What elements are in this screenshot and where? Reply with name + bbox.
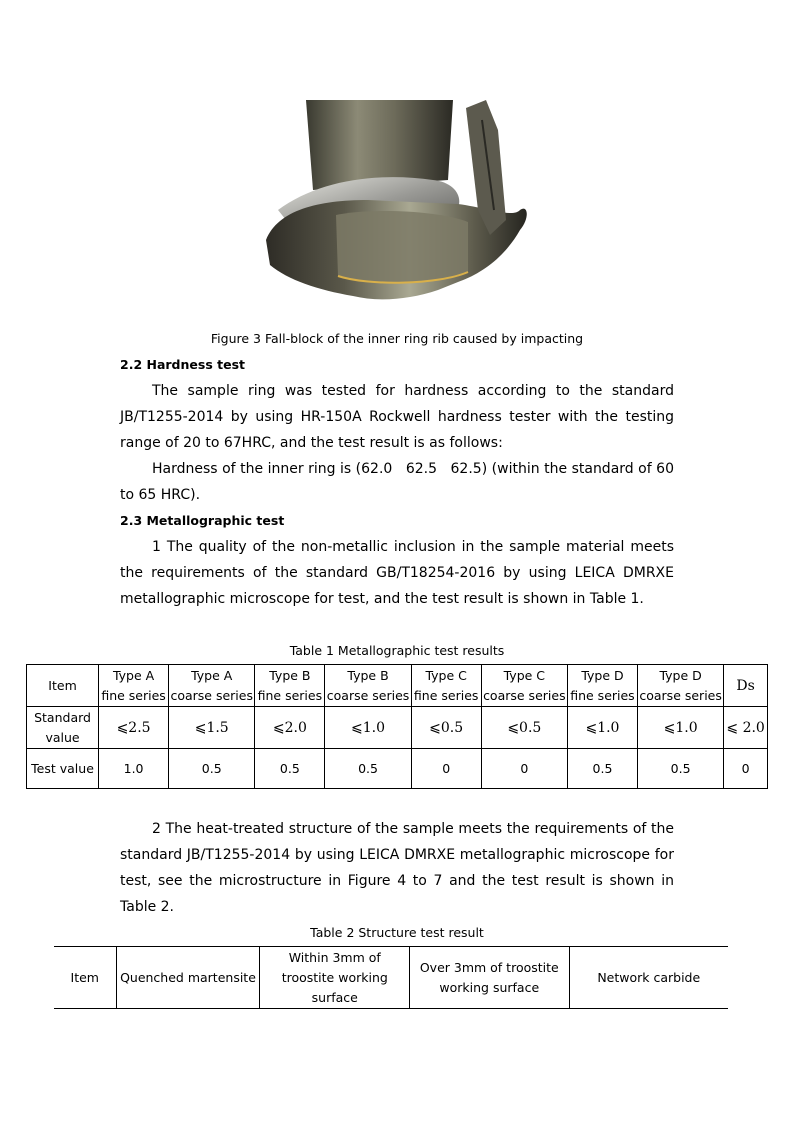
table-cell: ⩽2.0 [255,707,325,749]
table-cell: Type C fine series [411,665,481,707]
table-cell: ⩽0.5 [481,707,567,749]
table-cell: ⩽1.0 [567,707,637,749]
table-cell: 0.5 [637,749,723,789]
table-cell: Type A coarse series [169,665,255,707]
bearing-ring-photo [258,100,533,306]
table-cell: 0.5 [169,749,255,789]
table-cell: Type C coarse series [481,665,567,707]
table-cell: 0.5 [325,749,411,789]
paragraph: 2 The heat-treated structure of the sample meets the requirements of the standard JB/T1255-2014 by using LEICA DMRXE metallographic microscope for test, see the microstructure in Figure 4 to 7 and the test result is shown in Table 2. [120,821,674,915]
table-cell: 1.0 [99,749,169,789]
table-header-row [54,947,728,1009]
table-cell: Type D fine series [567,665,637,707]
table-cell: Type A fine series [99,665,169,707]
structure-results-table [54,946,728,1009]
paragraph: The sample ring was tested for hardness according to the standard JB/T1255-2014 by using HR-150A Rockwell hardness tester with the testing range of 20 to 67HRC, and the test result is as follows: [120,383,674,451]
table-cell: Type B fine series [255,665,325,707]
table-cell: Item [27,665,99,707]
paragraph: Hardness of the inner ring is (62.0 62.5 62.5) (within the standard of 60 to 65 HRC). [120,461,674,503]
section-heading-hardness: 2.2 Hardness test [120,357,245,372]
table-cell: ⩽1.0 [325,707,411,749]
table-cell: ⩽1.5 [169,707,255,749]
section-heading-metallographic: 2.3 Metallographic test [120,513,285,528]
table-cell: Standard value [27,707,99,749]
table-cell: Over 3mm of troostite working surface [410,947,569,1009]
table-cell: ⩽2.5 [99,707,169,749]
table-cell: 0.5 [567,749,637,789]
table-header-row [27,665,768,707]
table-cell: 0 [481,749,567,789]
table-cell: ⩽0.5 [411,707,481,749]
table-cell: 0 [724,749,768,789]
table-cell: Test value [27,749,99,789]
table-cell: 0.5 [255,749,325,789]
table-cell: ⩽1.0 [637,707,723,749]
table-row [27,707,768,749]
table-cell: Item [54,947,116,1009]
paragraph: 1 The quality of the non-metallic inclusion in the sample material meets the requirements of the standard GB/T18254-2016 by using LEICA DMRXE metallographic microscope for test, and the test result is shown in Table 1. [120,539,674,607]
table-cell: Type B coarse series [325,665,411,707]
figure-caption: Figure 3 Fall-block of the inner ring rib caused by impacting [210,331,584,346]
metallographic-results-table [26,664,768,789]
table-row [27,749,768,789]
table-caption: Table 2 Structure test result [310,925,484,940]
table-caption: Table 1 Metallographic test results [289,643,505,658]
table-cell: Type D coarse series [637,665,723,707]
table-cell: Within 3mm of troostite working surface [260,947,410,1009]
table-cell: 0 [411,749,481,789]
table-cell: ⩽ 2.0 [724,707,768,749]
table-cell: Ds [724,665,768,707]
table-cell: Network carbide [569,947,728,1009]
table-cell: Quenched martensite [116,947,260,1009]
